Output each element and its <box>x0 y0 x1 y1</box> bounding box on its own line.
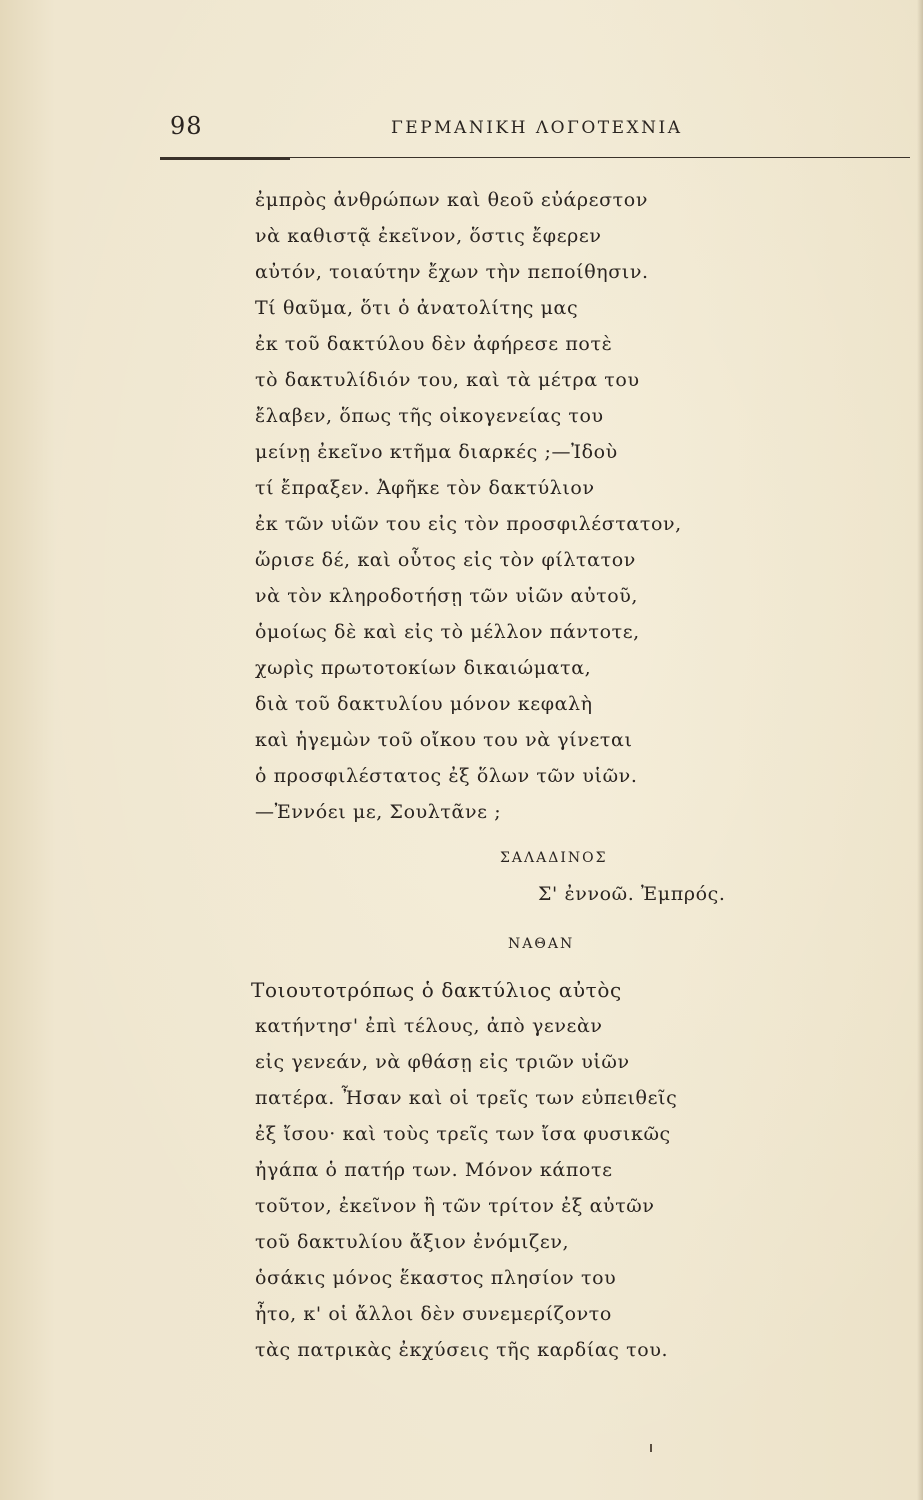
verse-line: ἔλαβεν, ὅπως τῆς οἰκογενείας του <box>255 405 604 427</box>
verse-line: νὰ τὸν κληροδοτήσῃ τῶν υἱῶν αὐτοῦ, <box>255 585 639 607</box>
verse-line: χωρὶς πρωτοτοκίων δικαιώματα, <box>255 657 592 679</box>
verse-line: αὐτόν, τοιαύτην ἔχων τὴν πεποίθησιν. <box>255 261 649 283</box>
page-edge-shadow <box>917 0 923 1500</box>
ink-mark <box>650 1444 652 1452</box>
verse-line: ἠγάπα ὁ πατήρ των. Μόνον κάποτε <box>255 1159 613 1181</box>
verse-line: ἐκ τοῦ δακτύλου δὲν ἀφήρεσε ποτὲ <box>255 333 613 355</box>
verse-line: τοῦ δακτυλίου ἄξιον ἐνόμιζεν, <box>255 1231 570 1253</box>
verse-line: εἰς γενεάν, νὰ φθάσῃ εἰς τριῶν υἱῶν <box>255 1051 630 1073</box>
verse-line: —Ἐννόει με, Σουλτᾶνε ; <box>255 801 502 823</box>
verse-line: πατέρα. Ἦσαν καὶ οἱ τρεῖς των εὐπειθεῖς <box>255 1087 678 1109</box>
verse-line: μείνῃ ἐκεῖνο κτῆμα διαρκές ;—Ἰδοὺ <box>255 441 618 463</box>
verse-line: ἦτο, κ' οἱ ἄλλοι δὲν συνεμερίζοντο <box>255 1303 612 1325</box>
speaker-name-saladin: ΣΑΛΑΔΙΝΟΣ <box>500 850 608 866</box>
verse-line: τοῦτον, ἐκεῖνον ἢ τῶν τρίτον ἐξ αὐτῶν <box>255 1195 655 1217</box>
saladin-reply: Σ' ἐννοῶ. Ἐμπρός. <box>538 883 726 905</box>
verse-line: ἐκ τῶν υἱῶν του εἰς τὸν προσφιλέστατον, <box>255 513 682 535</box>
verse-line: Τοιουτοτρόπως ὁ δακτύλιος αὐτὸς <box>251 978 622 1002</box>
verse-line: τὸ δακτυλίδιόν του, καὶ τὰ μέτρα του <box>255 369 640 391</box>
running-title: ΓΕΡΜΑΝΙΚΗ ΛΟΓΟΤΕΧΝΙΑ <box>391 118 683 138</box>
verse-line: διὰ τοῦ δακτυλίου μόνον κεφαλὴ <box>255 693 593 715</box>
verse-line: ὥρισε δέ, καὶ οὗτος εἰς τὸν φίλτατον <box>255 549 636 571</box>
verse-line: ὁ προσφιλέστατος ἐξ ὅλων τῶν υἱῶν. <box>255 765 638 787</box>
verse-line: τί ἔπραξεν. Ἀφῆκε τὸν δακτύλιον <box>255 477 595 499</box>
verse-line: νὰ καθιστᾷ ἐκεῖνον, ὅστις ἔφερεν <box>255 225 602 247</box>
speaker-name-nathan: ΝΑΘΑΝ <box>508 936 575 952</box>
verse-line: ἐμπρὸς ἀνθρώπων καὶ θεοῦ εὐάρεστον <box>255 189 648 211</box>
verse-body <box>251 182 915 1368</box>
verse-line: τὰς πατρικὰς ἐκχύσεις τῆς καρδίας του. <box>255 1339 669 1361</box>
page-number: 98 <box>170 112 203 140</box>
verse-line: ἐξ ἴσου· καὶ τοὺς τρεῖς των ἴσα φυσικῶς <box>255 1123 671 1145</box>
verse-line: ὁσάκις μόνος ἕκαστος πλησίον του <box>255 1267 617 1289</box>
header-rule-thick <box>160 158 290 160</box>
verse-line: Τί θαῦμα, ὅτι ὁ ἀνατολίτης μας <box>255 297 579 319</box>
page-header <box>170 112 910 148</box>
verse-line: καὶ ἡγεμὼν τοῦ οἴκου του νὰ γίνεται <box>255 729 633 751</box>
verse-line: κατήντησ' ἐπὶ τέλους, ἀπὸ γενεὰν <box>255 1015 603 1037</box>
verse-line: ὁμοίως δὲ καὶ εἰς τὸ μέλλον πάντοτε, <box>255 621 640 643</box>
